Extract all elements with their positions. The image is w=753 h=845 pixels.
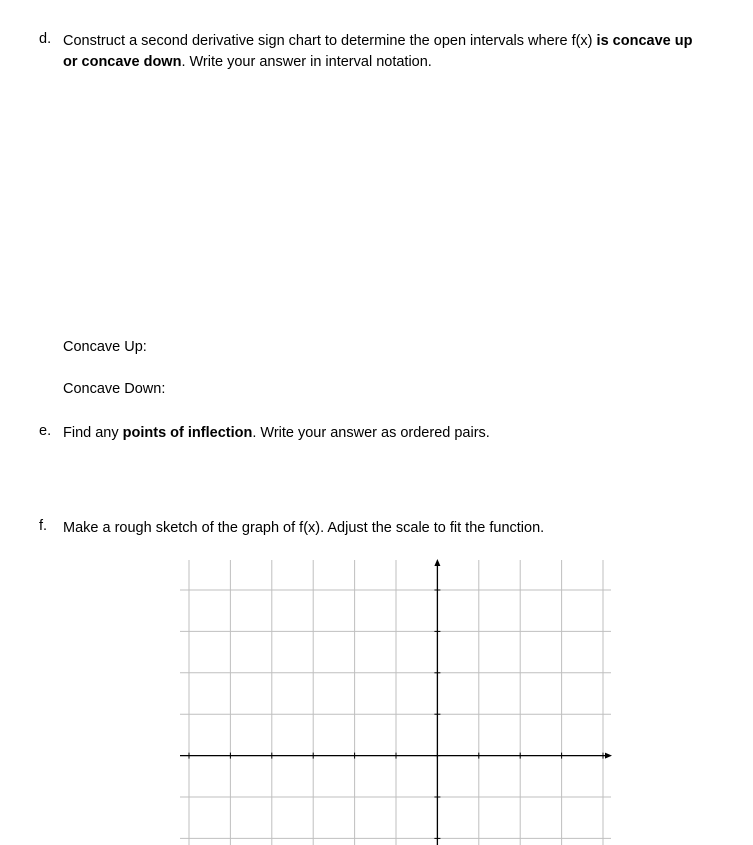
part-d-bold-concave-down: or concave down xyxy=(63,54,182,70)
part-e-letter: e. xyxy=(39,423,52,439)
part-d-text-line1: Construct a second derivative sign chart to determine the open intervals where f(x) xyxy=(63,33,597,49)
part-e-bold-points-of-inflection: points of inflection xyxy=(122,425,253,441)
part-e-text-b: . Write your answer as ordered pairs. xyxy=(252,425,490,441)
part-d-letter: d. xyxy=(39,31,52,47)
part-f-question: Make a rough sketch of the graph of f(x). Adjust the scale to fit the function. xyxy=(63,520,545,536)
part-f-letter: f. xyxy=(39,518,48,534)
y-axis-arrow-icon xyxy=(434,559,440,566)
part-d-bold-concave-up: is concave up xyxy=(596,33,693,49)
part-e-text-a: Find any xyxy=(63,425,123,441)
x-axis-arrow-icon xyxy=(605,753,612,759)
concave-up-label: Concave Up: xyxy=(63,339,147,355)
part-d-text-line2: . Write your answer in interval notation. xyxy=(181,54,432,70)
concave-down-label: Concave Down: xyxy=(63,381,166,397)
